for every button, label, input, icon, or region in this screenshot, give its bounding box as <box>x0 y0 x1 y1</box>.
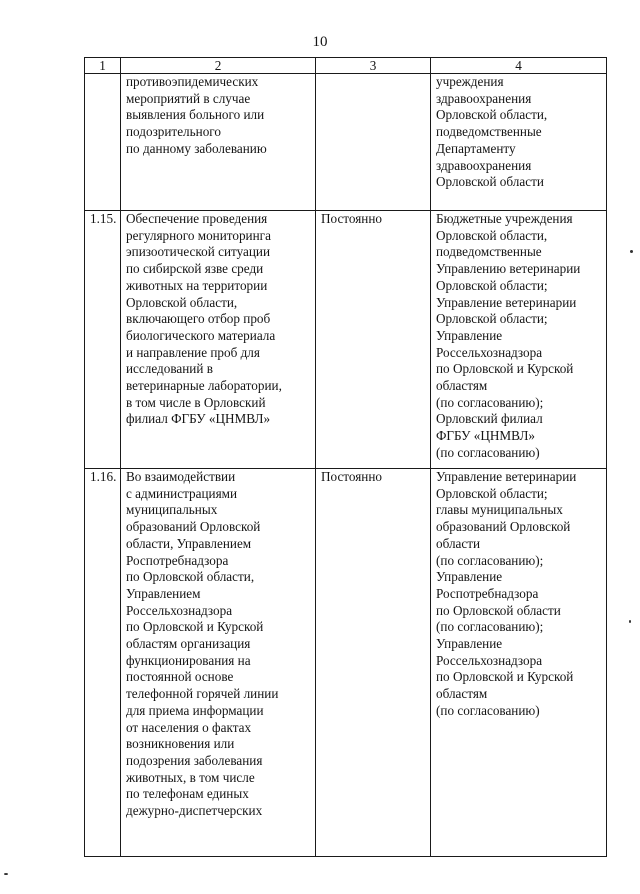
cell-line: (по согласованию) <box>436 702 540 718</box>
measure-cell <box>121 469 316 857</box>
header-col-2: 2 <box>121 58 316 74</box>
cell-line: и направление проб для <box>126 344 260 360</box>
cell-line: по Орловской и Курской <box>436 669 574 685</box>
cell-line: подведомственные <box>436 124 542 140</box>
cell-line: для приема информации <box>126 702 264 718</box>
cell-line: постоянной основе <box>126 669 234 685</box>
cell-line: с администрациями <box>126 485 238 501</box>
item-number: 1.15. <box>85 211 121 469</box>
cell-line: включающего отбор проб <box>126 311 271 327</box>
cell-line: Россельхознадзора <box>126 602 233 618</box>
cell-line: подозрения заболевания <box>126 752 263 768</box>
measure-cell <box>121 74 316 211</box>
cell-line: здравоохранения <box>436 90 532 106</box>
cell-line: биологического материала <box>126 327 276 343</box>
measures-table <box>84 57 607 857</box>
cell-line: подозрительного <box>126 124 221 140</box>
cell-line: Роспотребнадзора <box>436 585 539 601</box>
cell-line: Роспотребнадзора <box>126 552 229 568</box>
cell-line: Орловский филиал <box>436 411 543 427</box>
cell-line: подведомственные <box>436 244 542 260</box>
cell-line: учреждения <box>436 74 504 89</box>
cell-line: образований Орловской <box>436 519 571 535</box>
cell-line: Орловской области; <box>436 277 548 293</box>
term-cell: Постоянно <box>316 469 431 857</box>
table-row <box>85 211 607 469</box>
cell-line: Управление <box>436 327 503 343</box>
cell-line: (по согласованию); <box>436 619 544 635</box>
cell-line: образований Орловской <box>126 519 261 535</box>
cell-line: (по согласованию); <box>436 552 544 568</box>
cell-line: по Орловской и Курской <box>126 619 264 635</box>
executors-cell <box>431 74 607 211</box>
header-col-1: 1 <box>85 58 121 74</box>
header-col-3: 3 <box>316 58 431 74</box>
cell-line: муниципальных <box>126 502 218 518</box>
cell-line: (по согласованию) <box>436 444 540 460</box>
cell-line: областям <box>436 686 488 702</box>
cell-line: выявления больного или <box>126 107 265 123</box>
measure-cell <box>121 211 316 469</box>
cell-line: ветеринарные лаборатории, <box>126 378 282 394</box>
cell-line: по данному заболеванию <box>126 140 267 156</box>
cell-line: по телефонам единых <box>126 786 249 802</box>
cell-line: противоэпидемических <box>126 74 259 89</box>
cell-line: функционирования на <box>126 652 251 668</box>
cell-line: исследований в <box>126 361 213 377</box>
cell-line: Управлением <box>126 585 201 601</box>
cell-line: по Орловской и Курской <box>436 361 574 377</box>
cell-line: (по согласованию); <box>436 394 544 410</box>
cell-line: по сибирской язве среди <box>126 261 264 277</box>
cell-line: Управление ветеринарии <box>436 294 577 310</box>
term-cell <box>316 74 431 211</box>
cell-line: животных на территории <box>126 277 268 293</box>
cell-line: Департаменту <box>436 140 516 156</box>
cell-line: Орловской области; <box>436 485 548 501</box>
item-number: 1.16. <box>85 469 121 857</box>
cell-line: Управление <box>436 569 503 585</box>
cell-line: Орловской области, <box>436 107 548 123</box>
cell-line: Во взаимодействии <box>126 469 236 484</box>
cell-line: Орловской области <box>436 174 544 190</box>
cell-line: по Орловской области <box>436 602 561 618</box>
cell-line: мероприятий в случае <box>126 90 251 106</box>
scan-speck <box>629 620 631 623</box>
cell-line: Россельхознадзора <box>436 344 543 360</box>
table-row <box>85 469 607 857</box>
table-header <box>85 58 607 74</box>
cell-line: Управление <box>436 636 503 652</box>
page-number: 10 <box>312 34 328 50</box>
table-body <box>85 74 607 857</box>
cell-line: Орловской области, <box>126 294 238 310</box>
cell-line: области, Управлением <box>126 535 252 551</box>
executors-cell <box>431 469 607 857</box>
cell-line: животных, в том числе <box>126 769 255 785</box>
cell-line: области <box>436 535 481 551</box>
cell-line: эпизоотической ситуации <box>126 244 271 260</box>
cell-line: возникновения или <box>126 736 235 752</box>
cell-line: телефонной горячей линии <box>126 686 279 702</box>
cell-line: Управлению ветеринарии <box>436 261 581 277</box>
cell-line: Орловской области, <box>436 227 548 243</box>
cell-line: от населения о фактах <box>126 719 252 735</box>
cell-line: Управление ветеринарии <box>436 469 577 484</box>
cell-line: регулярного мониторинга <box>126 227 271 243</box>
cell-line: главы муниципальных <box>436 502 563 518</box>
cell-line: филиал ФГБУ «ЦНМВЛ» <box>126 411 271 427</box>
cell-line: Бюджетные учреждения <box>436 211 573 226</box>
cell-line: Обеспечение проведения <box>126 211 268 226</box>
table-row <box>85 74 607 211</box>
cell-line: Россельхознадзора <box>436 652 543 668</box>
item-number <box>85 74 121 211</box>
cell-line: в том числе в Орловский <box>126 394 266 410</box>
scan-speck <box>630 250 633 253</box>
cell-line: дежурно-диспетчерских <box>126 803 263 819</box>
header-col-4: 4 <box>431 58 607 74</box>
header-row <box>85 58 607 74</box>
scan-speck <box>4 873 8 875</box>
cell-line: Орловской области; <box>436 311 548 327</box>
cell-line: здравоохранения <box>436 157 532 173</box>
cell-line: ФГБУ «ЦНМВЛ» <box>436 428 535 444</box>
cell-line: по Орловской области, <box>126 569 255 585</box>
cell-line: областям <box>436 378 488 394</box>
term-cell: Постоянно <box>316 211 431 469</box>
cell-line: областям организация <box>126 636 251 652</box>
executors-cell <box>431 211 607 469</box>
